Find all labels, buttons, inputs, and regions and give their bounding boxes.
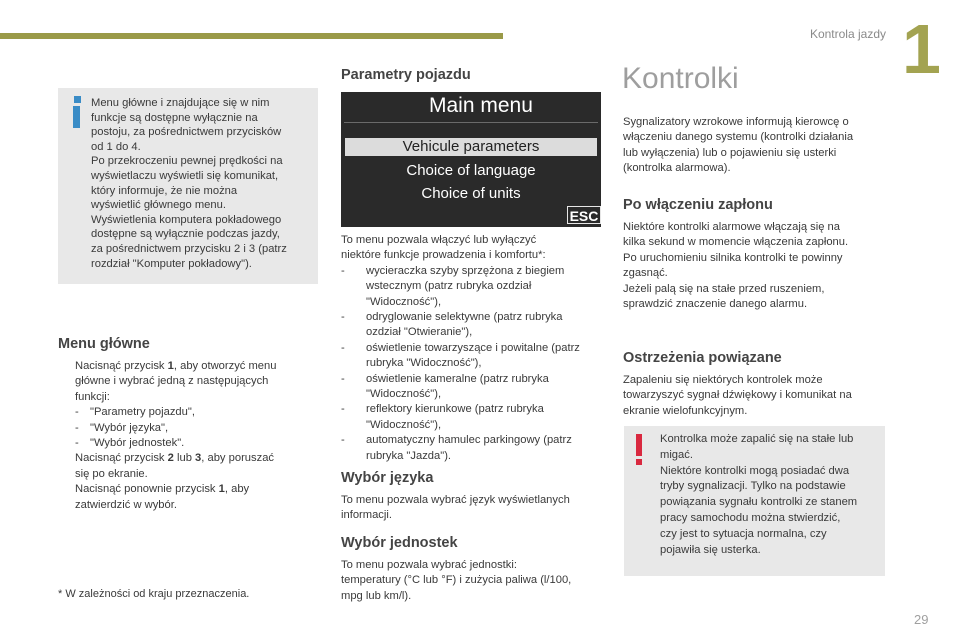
parametry-item: - automatyczny hamulec parkingowy (patrz rubryka "Jazda"). bbox=[341, 434, 572, 462]
step-text: główne i wybrać jedną z następujących bbox=[75, 375, 269, 388]
parametry-item: - odryglowanie selektywne (patrz rubryka ozdział "Otwieranie"), bbox=[341, 311, 563, 339]
screen-menu-item: Choice of units bbox=[421, 185, 521, 202]
info-line: postoju, za pośrednictwem przycisków bbox=[91, 126, 282, 139]
info-line: wyświetlaczu wyświetli się komunikat, bbox=[91, 169, 279, 182]
parametry-item: - oświetlenie towarzyszące i powitalne (patrz rubryka "Widoczność"), bbox=[341, 341, 580, 370]
wybor-jezyka-text: To menu pozwala wybrać język wyświetlanych informacji. bbox=[341, 494, 570, 522]
sub-item: - "Parametry pojazdu", bbox=[75, 406, 195, 419]
warning-text: Kontrolka może zapalić się na stałe lub migać. Niektóre kontrolki mogą posiadać dwa tryby sygnalizacji. Tylko na podstawie powiązania sygnału kontrolki ze stanem pracy samochodu można stwierdzić, czy jest to sytuacja normalna, czy pojawiła się usterka. bbox=[660, 433, 858, 556]
screen-divider bbox=[344, 122, 598, 123]
parametry-intro: To menu pozwala włączyć lub wyłączyć bbox=[341, 234, 537, 246]
info-line: funkcje są dostępne wyłącznie na bbox=[91, 111, 258, 124]
sub-item: - "Wybór języka", bbox=[75, 421, 169, 434]
main-menu-screen bbox=[341, 92, 601, 227]
wybor-jednostek-heading: Wybór jednostek bbox=[341, 535, 458, 551]
step-item bbox=[58, 359, 318, 451]
parametry-item: - wycieraczka szyby sprzężona z biegiem wstecznym (patrz rubryka ozdział "Widoczność"), bbox=[341, 264, 565, 308]
info-text bbox=[91, 96, 313, 271]
wybor-jezyka-heading: Wybór języka bbox=[341, 470, 434, 486]
screen-title: Main menu bbox=[429, 94, 533, 117]
info-line: rozdział "Komputer pokładowy"). bbox=[91, 257, 252, 270]
step-text: się po ekranie. bbox=[75, 467, 148, 480]
info-line: Menu główne i znajdujące się w nim bbox=[91, 97, 270, 109]
info-line: od 1 do 4. bbox=[91, 140, 141, 153]
parametry-heading: Parametry pojazdu bbox=[341, 67, 471, 83]
step-text: , aby otworzyć menu bbox=[173, 360, 277, 372]
parametry-text bbox=[341, 233, 606, 464]
screen-menu-item: Choice of language bbox=[406, 162, 536, 179]
parametry-item: - reflektory kierunkowe (patrz rubryka "Widoczność"), bbox=[341, 403, 544, 431]
header-accent-bar bbox=[0, 33, 503, 39]
esc-label: ESC bbox=[567, 206, 601, 224]
menu-glowne-steps bbox=[58, 359, 318, 513]
screen-menu-item-selected: Vehicule parameters bbox=[402, 138, 540, 155]
kontrolki-title: Kontrolki bbox=[622, 62, 739, 95]
po-wlaczeniu-text: Niektóre kontrolki alarmowe włączają się na kilka sekund w momencie włączenia zapłonu. Po uruchomieniu silnika kontrolki te powinny zgasnąć. Jeżeli palą się na stałe przed ruszeniem, sprawdzić znaczenie danego alarmu. bbox=[623, 221, 849, 311]
parametry-item: - oświetlenie kameralne (patrz rubryka "Widoczność"), bbox=[341, 372, 549, 401]
kontrolki-text: Sygnalizatory wzrokowe informują kierowcę o włączeniu danego systemu (kontrolki działania lub wyłączenia) lub o pojawieniu się usterki (kontrolka alarmowa). bbox=[623, 116, 854, 175]
info-line: dostępne są wyłącznie podczas jazdy, bbox=[91, 228, 280, 241]
step-text: zatwierdzić w wybór. bbox=[75, 498, 177, 511]
info-line: który informuje, że nie można bbox=[91, 184, 238, 197]
info-box bbox=[58, 88, 318, 284]
info-line: Po przekroczeniu pewnej prędkości na bbox=[91, 155, 283, 168]
key-number: 1 bbox=[167, 360, 174, 372]
warning-box bbox=[624, 426, 885, 576]
info-icon bbox=[70, 96, 84, 130]
info-line: wyświetlić głównego menu. bbox=[91, 199, 226, 212]
ostrzezenia-text: Zapaleniu się niektórych kontrolek może towarzyszyć sygnał dźwiękowy i komunikat na ekranie wielofunkcyjnym. bbox=[623, 374, 852, 417]
menu-glowne-heading: Menu główne bbox=[58, 336, 150, 352]
parametry-intro: niektóre funkcje prowadzenia i komfortu*: bbox=[341, 249, 546, 262]
po-wlaczeniu-heading: Po włączeniu zapłonu bbox=[623, 197, 773, 213]
step-text: funkcji: bbox=[75, 390, 110, 403]
step-text: Nacisnąć przycisk bbox=[75, 360, 168, 372]
step-item: Nacisnąć przycisk 2 lub 3, aby poruszać się po ekranie. bbox=[58, 451, 318, 482]
warning-icon bbox=[634, 434, 644, 468]
step-item: Nacisnąć ponownie przycisk 1, aby zatwierdzić w wybór. bbox=[58, 482, 318, 513]
page-number: 29 bbox=[914, 612, 929, 627]
ostrzezenia-heading: Ostrzeżenia powiązane bbox=[623, 350, 782, 366]
sub-item: - "Wybór jednostek". bbox=[75, 437, 185, 450]
footnote: * W zależności od kraju przeznaczenia. bbox=[58, 588, 250, 600]
info-line: Wyświetlenia komputera pokładowego bbox=[91, 213, 282, 226]
chapter-number: 1 bbox=[902, 10, 941, 88]
section-title: Kontrola jazdy bbox=[809, 27, 886, 41]
info-line: za pośrednictwem przycisku 2 i 3 (patrz bbox=[91, 242, 287, 255]
wybor-jednostek-text: To menu pozwala wybrać jednostki: temperatury (°C lub °F) i zużycia paliwa (l/100, mpg lub km/l). bbox=[341, 559, 572, 602]
